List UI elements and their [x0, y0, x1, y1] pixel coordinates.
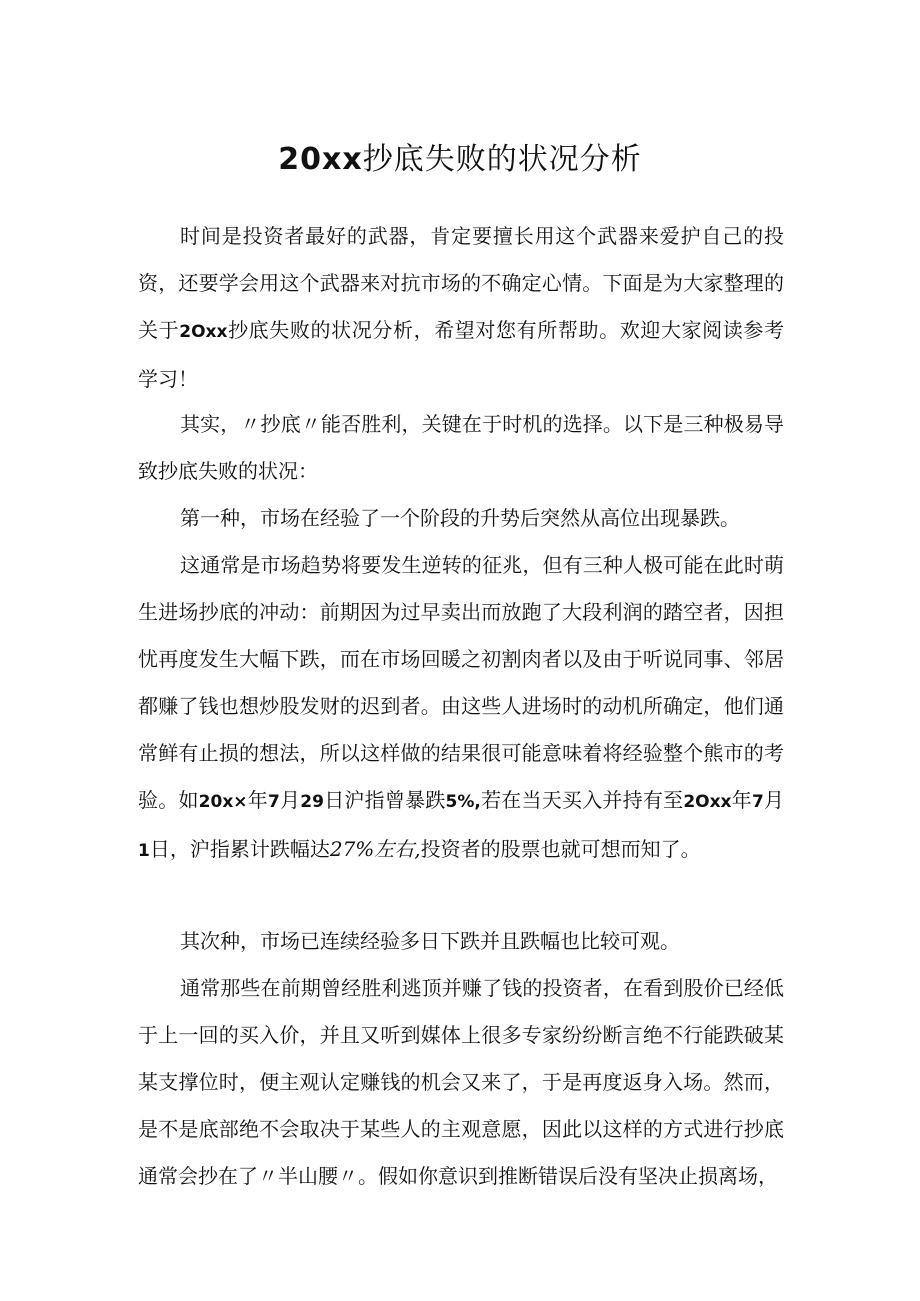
case-one-text-7: 月 [763, 788, 785, 812]
title-text: 抄底失败的状况分析 [362, 142, 642, 177]
case-one-drop-percent: 5%, [445, 792, 481, 812]
case-one-text-1: 这通常是市场趋势将要发生逆转的征兆，但有三种人极可能在此时萌生进场抄底的冲动：前期因为过早卖出而放跑了大段利润的踏空者，因担忧再度发生大幅下跌，而在市场回暖之初割肉者以及由于听说同事、邻居都赚了钱也想炒股发财的迟到者。由这些人进场时的动机所确定，他们通常鲜有止损的想法，所以这样做的结果很可能意味着将经验整个熊市的考验。如 [138, 553, 784, 812]
paragraph-overview: 其实，〃抄底〃能否胜利，关键在于时机的选择。以下是三种极易导致抄底失败的状况： [138, 412, 784, 483]
case-one-day-1: 29 [300, 792, 324, 812]
intro-text-2: 抄底失败的状况分析，希望对您有所帮助。欢迎大家阅读参考学习！ [138, 318, 785, 391]
case-one-year-1: 20x× [198, 792, 248, 812]
case-one-text-8: 日，沪指累计跌幅达 [149, 837, 330, 861]
case-one-year-2: 2Oxx [683, 792, 732, 812]
case-one-cumulative-drop: 27%左右, [329, 837, 421, 861]
title-year: 20xx [278, 142, 363, 177]
case-one-month-2: 7 [751, 792, 764, 812]
case-one-month-1: 7 [268, 792, 280, 812]
intro-year: 2Oxx [179, 322, 228, 342]
intro-text-1: 时间是投资者最好的武器，肯定要擅长用这个武器来爱护自己的投资，还要学会用这个武器来对抗市场的不确定心情。下面是为大家整理的关于 [138, 224, 784, 342]
case-one-text-2: 年 [247, 788, 268, 812]
case-one-text-9: 投资者的股票也就可想而知了。 [420, 837, 701, 861]
paragraph-case-two-heading: 其次种，市场已连续经验多日下跌并且跌幅也比较可观。 [180, 929, 680, 953]
paragraph-case-one-detail [138, 542, 784, 875]
case-one-text-6: 年 [731, 788, 752, 812]
page-title [0, 136, 920, 184]
case-one-text-3: 月 [279, 788, 301, 812]
case-one-text-5: 若在当天买入并持有至 [480, 788, 684, 812]
case-one-text-4: 日沪指曾暴跌 [323, 788, 446, 812]
paragraph-case-two-detail: 通常那些在前期曾经胜利逃顶并赚了钱的投资者，在看到股价已经低于上一回的买入价，并且又听到媒体上很多专家纷纷断言绝不行能跌破某某支撑位时，便主观认定赚钱的机会又来了，于是再度返身入场。然而，是不是底部绝不会取决于某些人的主观意愿，因此以这样的方式进行抄底通常会抄在了〃半山腰〃。假如你意识到推断错误后没有坚决止损离场， [138, 976, 784, 1188]
paragraph-case-one-heading: 第一种，市场在经验了一个阶段的升势后突然从高位出现暴跌。 [180, 506, 740, 530]
case-one-day-2: 1 [138, 841, 150, 861]
intro-paragraph [138, 213, 784, 403]
